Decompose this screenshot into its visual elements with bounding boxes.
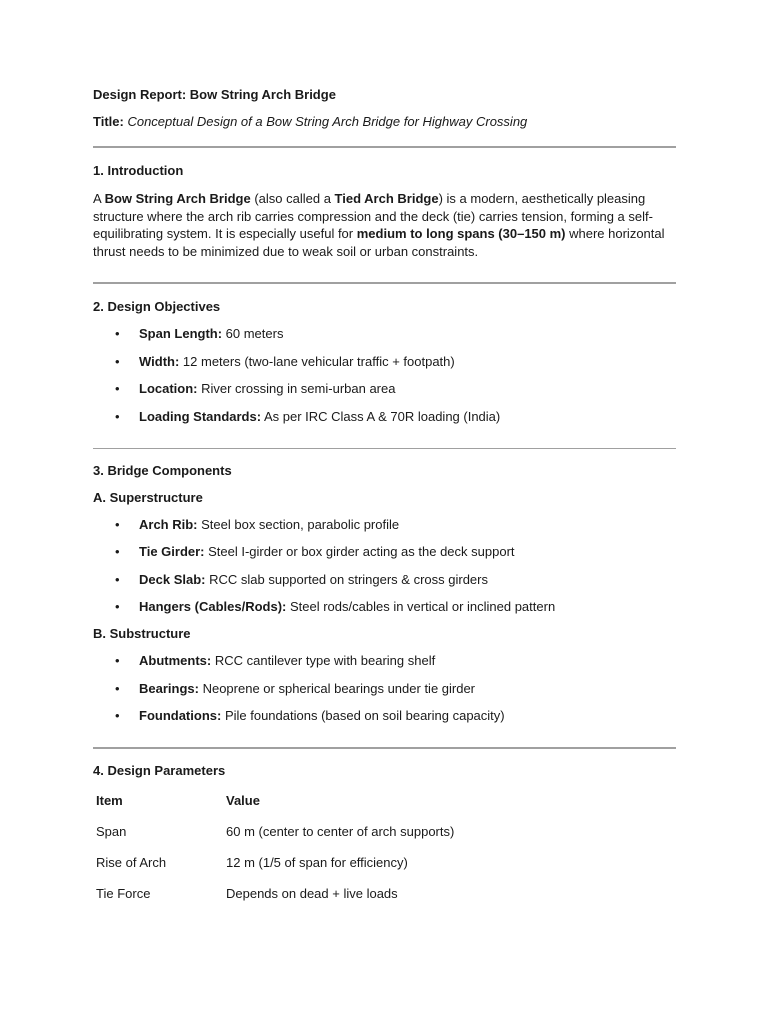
list-item: • Span Length: 60 meters [93, 325, 676, 343]
title-text: Conceptual Design of a Bow String Arch Bridge for Highway Crossing [127, 114, 528, 129]
table-cell-value: Depends on dead + live loads [226, 886, 398, 901]
section-divider [93, 282, 676, 284]
term-tied-arch-bridge: Tied Arch Bridge [334, 191, 439, 206]
substructure-list [93, 652, 676, 725]
list-item: • Width: 12 meters (two-lane vehicular traffic + footpath) [93, 353, 676, 371]
parameters-table [96, 793, 454, 917]
list-item: • Arch Rib: Steel box section, parabolic profile [93, 516, 676, 534]
section-divider [93, 448, 676, 449]
list-item: • Tie Girder: Steel I-girder or box girder acting as the deck support [93, 543, 676, 561]
table-cell-value: 12 m (1/5 of span for efficiency) [226, 855, 408, 870]
table-row [96, 824, 454, 855]
introduction-paragraph: A Bow String Arch Bridge (also called a Tied Arch Bridge) is a modern, aesthetically pleasing structure where the arch rib carries compression and the deck (tie) carries tension, forming a self-equilibrating system. It is especially useful for medium to long spans (30–150 m) where horizontal thrust needs to be minimized due to weak soil or urban constraints. [93, 191, 665, 259]
section-divider [93, 146, 676, 148]
table-header-row [96, 793, 454, 824]
table-cell-value: 60 m (center to center of arch supports) [226, 824, 455, 839]
section-heading-introduction: 1. Introduction [93, 163, 184, 178]
list-item: • Bearings: Neoprene or spherical bearings under tie girder [93, 680, 676, 698]
list-item: • Foundations: Pile foundations (based on soil bearing capacity) [93, 707, 676, 725]
section-heading-components: 3. Bridge Components [93, 462, 232, 478]
term-bow-string-arch-bridge: Bow String Arch Bridge [104, 191, 251, 206]
table-row [96, 886, 454, 917]
list-item: • Deck Slab: RCC slab supported on stringers & cross girders [93, 571, 676, 589]
table-cell-item: Tie Force [96, 886, 151, 901]
objectives-list [93, 325, 676, 426]
list-item: • Abutments: RCC cantilever type with bearing shelf [93, 652, 676, 670]
term-span-range: medium to long spans (30–150 m) [356, 226, 566, 241]
report-title-line [93, 113, 676, 131]
subheading-superstructure: A. Superstructure [93, 489, 203, 505]
subheading-substructure: B. Substructure [93, 626, 191, 641]
section-heading-objectives: 2. Design Objectives [93, 299, 221, 314]
title-label: Title: [93, 114, 124, 129]
column-header-value: Value [226, 793, 260, 808]
section-heading-parameters: 4. Design Parameters [93, 763, 226, 778]
table-cell-item: Rise of Arch [96, 855, 167, 870]
list-item: • Hangers (Cables/Rods): Steel rods/cables in vertical or inclined pattern [93, 598, 676, 616]
report-heading: Design Report: Bow String Arch Bridge [93, 87, 336, 102]
table-row [96, 855, 454, 886]
list-item: • Location: River crossing in semi-urban area [93, 380, 676, 398]
list-item: • Loading Standards: As per IRC Class A & 70R loading (India) [93, 408, 676, 426]
table-cell-item: Span [96, 824, 127, 839]
column-header-item: Item [96, 793, 123, 808]
superstructure-list [93, 516, 676, 617]
section-divider [93, 747, 676, 749]
document-page [93, 86, 676, 917]
